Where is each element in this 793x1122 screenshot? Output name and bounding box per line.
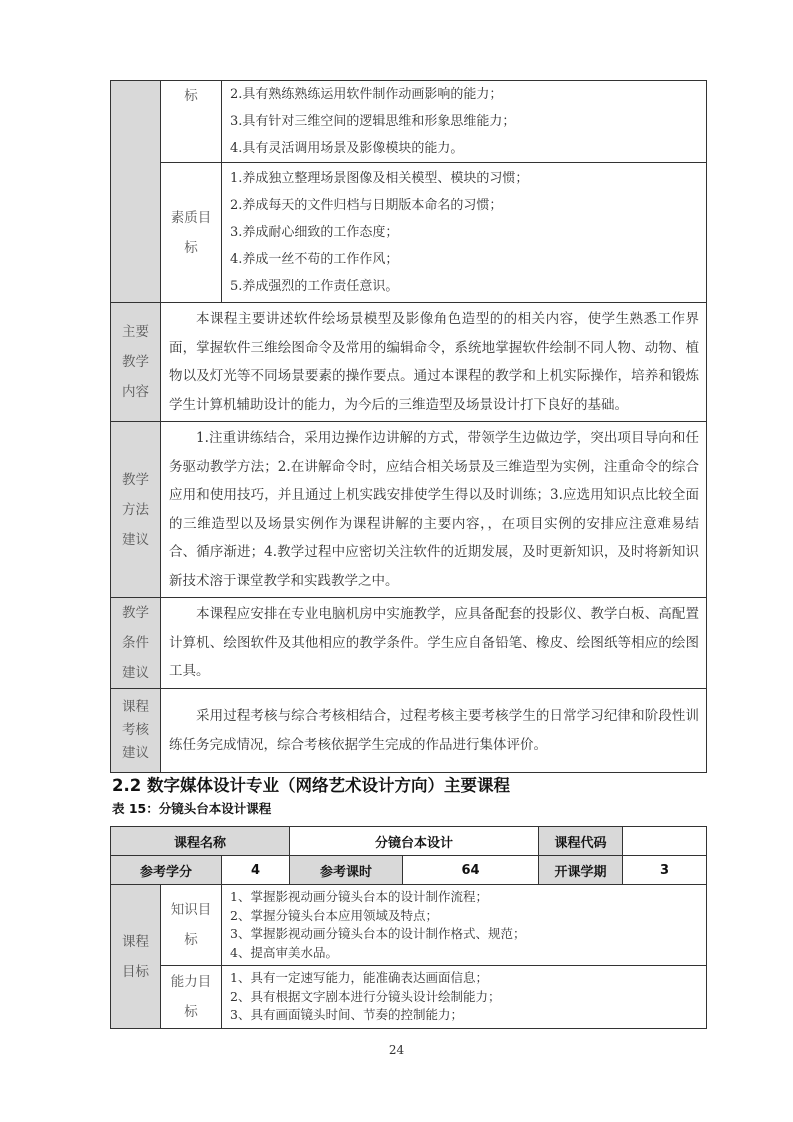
list-item: 3.具有针对三维空间的逻辑思维和形象思维能力； (230, 114, 516, 129)
assessment-label: 课程 (122, 699, 149, 715)
knowledge-items-cell (222, 885, 707, 966)
method-label: 建议 (122, 531, 149, 548)
list-item: 2、具有根据文字剧本进行分镜头设计绘制能力； (230, 988, 501, 1004)
table-row (111, 689, 707, 773)
list-item: 2.养成每天的文件归档与日期版本命名的习惯； (230, 198, 503, 213)
conditions-text: 本课程应安排在专业电脑机房中实施教学，应具备配套的投影仪、教学白板、高配置计算机、绘图软件及其他相应的教学条件。学生应自备铅笔、橡皮、绘图纸等相应的绘图工具。 (161, 598, 707, 689)
table-row (111, 856, 707, 885)
assessment-label-cell (111, 689, 161, 773)
ability-label: 标 (184, 88, 198, 104)
table-caption: 表 15：分镜头台本设计课程 (112, 801, 272, 816)
main-content-label-cell (111, 303, 161, 422)
table-row (111, 81, 707, 163)
course-objectives-label: 课程 (122, 933, 149, 950)
quality-items-cell (222, 163, 707, 303)
course-code-label: 课程代码 (539, 827, 623, 856)
quality-label: 标 (184, 239, 198, 256)
semester-value: 3 (623, 856, 707, 885)
ability2-items-cell (222, 966, 707, 1029)
conditions-label-cell (111, 598, 161, 689)
ability2-label: 标 (184, 1004, 198, 1020)
list-item: 4.具有灵活调用场景及影像模块的能力。 (230, 141, 464, 156)
table-row (111, 598, 707, 689)
list-item: 1.养成独立整理场景图像及相关模型、模块的习惯； (230, 171, 529, 186)
method-text: 1.注重讲练结合，采用边操作边讲解的方式，带领学生边做边学，突出项目导向和任务驱动教学方法；2.在讲解命令时，应结合相关场景及三维造型为实例，注重命令的综合应用和使用技巧，并且通过上机实践安排使学生得以及时训练；3.应选用知识点比较全面的三维造型以及场景实例作为课程讲解的主要内容，，在项目实例的安排应注意难易结合、循序渐进；4.教学过程中应密切关注软件的近期发展，及时更新知识，及时将新知识新技术溶于课堂教学和实践教学之中。 (161, 422, 707, 598)
assessment-label: 建议 (122, 745, 149, 761)
ability-label-cell (161, 81, 222, 163)
course-objectives-label: 目标 (122, 963, 149, 980)
quality-label-cell (161, 163, 222, 303)
method-label: 教学 (122, 471, 149, 488)
main-content-label: 教学 (122, 354, 149, 370)
knowledge-label-cell (161, 885, 222, 966)
list-item: 2.具有熟练熟练运用软件制作动画影响的能力； (230, 87, 503, 102)
knowledge-label: 标 (184, 932, 198, 948)
method-label-cell (111, 422, 161, 598)
conditions-label: 条件 (122, 635, 149, 651)
list-item: 3.养成耐心细致的工作态度； (230, 225, 399, 240)
section-title: 2.2 数字媒体设计专业（网络艺术设计方向）主要课程 (112, 776, 510, 795)
knowledge-label: 知识目 (170, 902, 212, 918)
table-row (111, 303, 707, 422)
course-name-value: 分镜台本设计 (290, 827, 539, 856)
main-content-label: 内容 (122, 384, 149, 400)
page-number: 24 (388, 1043, 405, 1057)
list-item: 4.养成一丝不苟的工作作风； (230, 252, 399, 267)
assessment-label: 考核 (122, 722, 149, 738)
credits-label: 参考学分 (111, 856, 222, 885)
table-row (111, 966, 707, 1029)
course-table (110, 826, 707, 1029)
list-item: 1、具有一定速写能力，能准确表达画面信息； (230, 970, 488, 986)
objectives-label-cell (111, 81, 161, 303)
semester-label: 开课学期 (539, 856, 623, 885)
ability2-label: 能力目 (170, 974, 212, 990)
course-name-label: 课程名称 (111, 827, 290, 856)
list-item: 5.养成强烈的工作责任意识。 (230, 279, 399, 294)
list-item: 4、提高审美水品。 (230, 944, 338, 960)
ability2-label-cell (161, 966, 222, 1029)
table-row (111, 885, 707, 966)
ability-items-cell (222, 81, 707, 163)
table-row (111, 827, 707, 856)
conditions-label: 建议 (122, 665, 149, 681)
main-content-label: 主要 (122, 324, 149, 340)
table-row (111, 163, 707, 303)
list-item: 3、掌握影视动画分镜头台本的设计制作格式、规范； (230, 926, 526, 941)
hours-label: 参考课时 (290, 856, 403, 885)
hours-value: 64 (403, 856, 539, 885)
list-item: 3、具有画面镜头时间、节奏的控制能力； (230, 1007, 463, 1023)
course-objectives-label-cell (111, 885, 161, 1029)
course-code-value (623, 827, 707, 856)
list-item: 1、掌握影视动画分镜头台本的设计制作流程； (230, 889, 488, 904)
table-row (111, 422, 707, 598)
main-content-text: 本课程主要讲述软件绘场景模型及影像角色造型的的相关内容，使学生熟悉工作界面，掌握软件三维绘图命令及常用的编辑命令，系统地掌握软件绘制不同人物、动物、植物以及灯光等不同场景要素的操作要点。通过本课程的教学和上机实际操作，培养和锻炼学生计算机辅助设计的能力，为今后的三维造型及场景设计打下良好的基础。 (161, 303, 707, 422)
course-detail-table (110, 80, 707, 773)
assessment-text: 采用过程考核与综合考核相结合，过程考核主要考核学生的日常学习纪律和阶段性训练任务完成情况，综合考核依据学生完成的作品进行集体评价。 (161, 689, 707, 773)
list-item: 2、掌握分镜头台本应用领域及特点； (230, 907, 438, 923)
method-label: 方法 (122, 501, 149, 518)
quality-label: 素质目 (170, 209, 212, 226)
credits-value: 4 (222, 856, 290, 885)
conditions-label: 教学 (122, 605, 149, 621)
